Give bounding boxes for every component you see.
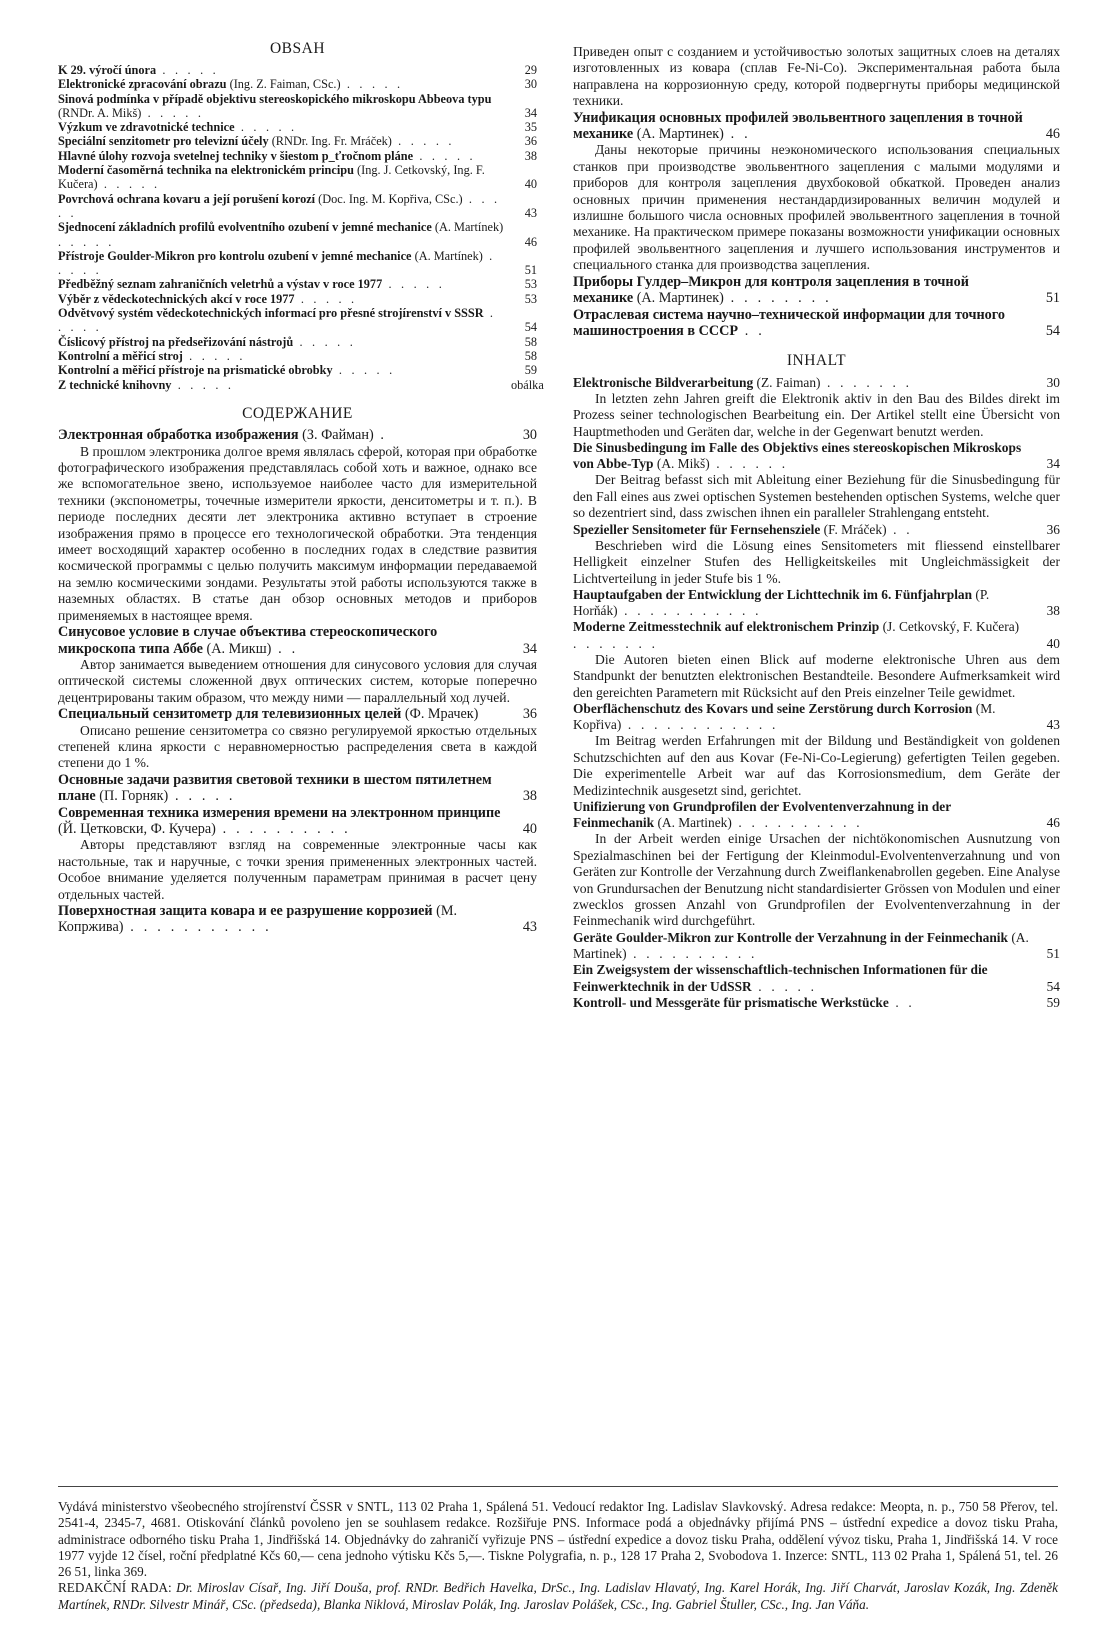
- entry-title: Moderní časoměrná technika na elektronickém principu: [58, 163, 354, 178]
- editorial-board-label: REDAKČNÍ RADA:: [58, 1580, 172, 1596]
- entry-page: 54: [1045, 322, 1060, 339]
- entry-page: 40: [524, 177, 537, 192]
- entry-title: Синусовое условие в случае объектива стереоскопического микроскопа типа Аббе: [58, 624, 438, 657]
- entry-page: 59: [1046, 994, 1060, 1010]
- czech-toc-list: [58, 63, 544, 392]
- entry-page: 43: [1046, 717, 1060, 733]
- entry-page: 34: [522, 640, 537, 657]
- entry-page: 30: [1046, 374, 1060, 390]
- entry-title: Povrchová ochrana kovaru a její porušení korozí: [58, 191, 316, 206]
- entry-title: Odvětvový systém vědeckotechnických informací pro přesné strojírenství v SSSR: [58, 306, 484, 321]
- entry-abstract: Авторы представляют взгляд на современные электронные часы как настольные, так и наручные, с точки зрения примененных электронных частей. Особое внимание уделяется полученным параметрам принимая в расчет цену отдельных частей.: [58, 837, 537, 902]
- entry-author: (A. Martínek): [434, 220, 504, 235]
- entry-title: Výběr z vědeckotechnických akcí v roce 1977: [58, 291, 295, 306]
- entry-title: Ein Zweigsystem der wissenschaftlich-technischen Informationen für die Feinwerktechnik in der UdSSR: [573, 962, 988, 994]
- entry-title: Moderne Zeitmesstechnik auf elektronischem Prinzip: [573, 619, 880, 635]
- toc-entry: Oberflächenschutz des Kovars und seine Zerstörung durch Korrosion (M. Kopřiva) . . . . . . . . . . . . 43: [573, 701, 1060, 733]
- entry-title: Elektronické zpracování obrazu: [58, 77, 227, 92]
- entry-title: Speciální senzitometr pro televizní účely: [58, 134, 269, 149]
- entry-author: (А. Микш): [206, 640, 272, 657]
- toc-entry: Hlavné úlohy rozvoja svetelnej techniky v šiestom p_ťročnom pláne . . . . . 38: [58, 148, 537, 163]
- entry-author: (J. Cetkovský, F. Kučera): [882, 619, 1020, 635]
- russian-toc-part2: [573, 44, 1060, 339]
- toc-entry: Современная техника измерения времени на электронном принципе (Й. Цетковски, Ф. Кучера) . . . . . . . . . . 40: [58, 804, 537, 837]
- entry-abstract: Der Beitrag befasst sich mit Ableitung einer Beziehung für die Sinusbedingung für den Fall eines aus zwei optischen Systemen bestehenden optischen Systems, welche quer so dezentriert sind, dass zwischen ihnen ein paralleler Strahlengang entsteht.: [573, 472, 1060, 521]
- entry-page: 59: [524, 363, 537, 378]
- entry-title: Geräte Goulder-Mikron zur Kontrolle der Verzahnung in der Feinmechanik: [573, 929, 1008, 945]
- entry-page: 46: [1046, 815, 1060, 831]
- entry-page: 51: [524, 263, 537, 278]
- russian-toc-heading: СОДЕРЖАНИЕ: [242, 404, 353, 422]
- czech-toc: [58, 40, 544, 392]
- entry-author: (Doc. Ing. M. Kopřiva, CSc.): [318, 191, 463, 206]
- entry-author: (A. Martinek): [657, 815, 732, 831]
- toc-entry: Geräte Goulder-Mikron zur Kontrolle der Verzahnung in der Feinmechanik (A. Martinek) . . . . . . . . . . 51: [573, 929, 1060, 962]
- entry-author: (P. Horňák): [573, 586, 990, 619]
- entry-title: Unifizierung von Grundprofilen der Evolventenverzahnung in der Feinmechanik: [573, 799, 951, 831]
- entry-abstract: Die Autoren bieten einen Blick auf moderne elektronische Uhren aus dem Standpunkt der benutzten elektronischen Bestandteile. Besondere Aufmerksamkeit wird den gereichten Parametern mit Rücksicht auf den Preis einzelner Teile gewidmet.: [573, 651, 1060, 700]
- entry-abstract: In letzten zehn Jahren greift die Elektronik aktiv in den Bau des Bildes direkt im Prozess seiner technologischen Bearbeitung ein. Der Artikel stellt eine Übersicht von Hauptmethoden und Geräten dar, welche in der Gegenwart benutzt werden.: [573, 390, 1060, 439]
- entry-author: (М. Копржива): [58, 903, 458, 936]
- toc-entry: Die Sinusbedingung im Falle des Objektivs eines stereoskopischen Mikroskops von Abbe-Typ (A. Mikš) . . . . . . 34: [573, 439, 1060, 472]
- entry-title: Spezieller Sensitometer für Fernsehensziele: [573, 521, 821, 537]
- german-toc-heading: INHALT: [786, 352, 847, 370]
- entry-abstract: Даны некоторые причины неэкономического использования специальных станков при производстве эвольвентного зацепления с малыми модулями и приборов для контроля зацепления двухбоковой обкаткой. Проведен анализ основных причин применения нестандардизированных величин модулей и излишне большого числа основных профилей эвольвентного зацепления в точной механике. На практическом примере показаны возможности унификации основных профилей эвольвентного зацепления и лучшего использования инструментов и специального станка для производства зацепления.: [573, 142, 1060, 273]
- toc-entry: Отраслевая система научно–технической информации для точного машиностроения в СССР . . 54: [573, 306, 1060, 339]
- entry-author: (M. Kopřiva): [573, 701, 996, 733]
- entry-author: (Ing. J. Cetkovský, Ing. F. Kučera): [58, 163, 485, 192]
- entry-page: 36: [1046, 521, 1060, 537]
- toc-entry: [58, 706, 537, 722]
- entry-page: 51: [1046, 946, 1060, 962]
- left-column: [58, 40, 544, 936]
- toc-entry: Sjednocení základních profilů evolventního ozubení v jemné mechanice (A. Martínek) . . . . . 46: [58, 220, 537, 249]
- entry-title: Sjednocení základních profilů evolventního ozubení v jemné mechanice: [58, 220, 432, 235]
- toc-entry: Hauptaufgaben der Entwicklung der Lichttechnik im 6. Fünfjahrplan (P. Horňák) . . . . . . . . . . . 38: [573, 586, 1060, 619]
- entry-title: Электронная обработка изображения: [58, 427, 299, 444]
- entry-page: 46: [524, 234, 537, 249]
- entry-title: Hauptaufgaben der Entwicklung der Lichttechnik im 6. Fünfjahrplan: [573, 586, 973, 602]
- entry-page: 53: [524, 277, 537, 292]
- toc-entry: Elektronické zpracování obrazu (Ing. Z. Faiman, CSc.) . . . . . 30: [58, 77, 537, 92]
- toc-entry: Výběr z vědeckotechnických akcí v roce 1977 . . . . . 53: [58, 291, 537, 306]
- entry-abstract: Beschrieben wird die Lösung eines Sensitometers mit fliessend einstellbarer Helligkeit einzelner Stufen des Helligkeitskeiles mit Ungleichmässigkeit der Lichtverteilung in jeder Stufe bis 1 %.: [573, 537, 1060, 586]
- entry-title: Поверхностная защита ковара и ее разрушение коррозией: [58, 903, 433, 920]
- toc-entry: Kontrolní a měřicí stroj . . . . . 58: [58, 348, 537, 363]
- editorial-board-members: Dr. Miroslav Císař, Ing. Jiří Douša, prof. RNDr. Bedřich Havelka, DrSc., Ing. Ladislav Hlavatý, Ing. Karel Horák, Ing. Jiří Charvát, Jaroslav Kozák, Ing. Zdeněk Martínek, RNDr. Silvestr Minář, CSc. (předseda), Blanka Niklová, Miroslav Polák, Ing. Jaroslav Polášek, CSc., Ing. Gabriel Štuller, CSc., Ing. Jan Váňa.: [58, 1580, 1058, 1612]
- entry-abstract: Im Beitrag werden Erfahrungen mit der Bildung und Beständigkeit von goldenen Schutzschichten auf den aus Kovar (Fe-Ni-Co-Legierung) gefertigten Teilen gegeben. Die experimentelle Arbeit war auf das Korrosionsmedium, dem Geräte der Medizintechnik ausgesetzt sind, gerichtet.: [573, 733, 1060, 798]
- entry-title: Hlavné úlohy rozvoja svetelnej techniky v šiestom p_ťročnom pláne: [58, 148, 414, 163]
- toc-entry: Speciální senzitometr pro televizní účely (RNDr. Ing. Fr. Mráček) . . . . . 36: [58, 134, 537, 149]
- entry-author: (А. Мартинек): [636, 126, 724, 143]
- entry-page: 36: [522, 706, 537, 723]
- entry-abstract: In der Arbeit werden einige Ursachen der nichtökonomischen Ausnutzung von Spezialmaschinen bei der Fertigung der Kleinmodul-Evolventenverzahnung und von Geräten zur Kontrolle der Verzahnung durch Zweiflankenabrollen gegeben. Eine Analyse von Grundursachen der Benutzung nicht standardisierter Grössen von Modulen und einer zwecklos grossen Anzahl von Grundprofilen der Evolventenverzahnung in der Feinmechanik wird durchgeführt.: [573, 831, 1060, 929]
- entry-title: Přístroje Goulder-Mikron pro kontrolu ozubení v jemné mechanice: [58, 248, 412, 263]
- entry-page: 35: [524, 120, 537, 135]
- toc-entry: Předběžný seznam zahraničních veletrhů a výstav v roce 1977 . . . . . 53: [58, 277, 537, 292]
- entry-title: Специальный сензитометр для телевизионных целей: [58, 706, 402, 723]
- entry-title: Z technické knihovny: [58, 377, 172, 392]
- toc-entry: Moderne Zeitmesstechnik auf elektronischem Prinzip (J. Cetkovský, F. Kučera) . . . . . . . 40: [573, 619, 1060, 651]
- toc-entry: Elektronische Bildverarbeitung (Z. Faiman) . . . . . . . 30: [573, 374, 1060, 390]
- entry-title: K 29. výročí února: [58, 63, 157, 77]
- entry-page: 34: [1046, 456, 1060, 472]
- german-toc: [573, 353, 1060, 1011]
- right-column: [573, 44, 1060, 1011]
- entry-page: 30: [524, 77, 537, 92]
- entry-page: 58: [524, 348, 537, 363]
- entry-title: Основные задачи развития световой техники в шестом пятилетнем плане: [58, 771, 492, 805]
- toc-entry: Электронная обработка изображения (З. Файман) . 30: [58, 427, 537, 444]
- toc-entry: Унификация основных профилей эвольвентного зацепления в точной механике (А. Мартинек) . . 46: [573, 109, 1060, 143]
- entry-abstract: Приведен опыт с созданием и устойчивостью золотых защитных слоев на деталях изготовленных из ковара (сплав Fe-Ni-Co). Экспериментальная работа была направлена на коррозионную среду, которой подвергнуты приборы медицинской техники.: [573, 44, 1060, 109]
- entry-abstract: Описано решение сензитометра со связно регулируемой яркостью отдельных степеней клина яркости с неравномерностью распределения света в каждой степени до 1 %.: [58, 722, 537, 771]
- entry-title: Sinová podmínka v případě objektivu stereoskopického mikroskopu Abbeova typu: [58, 91, 492, 106]
- entry-author: (RNDr. Ing. Fr. Mráček): [271, 134, 392, 149]
- entry-page: 40: [522, 820, 537, 837]
- entry-title: Kontroll- und Messgeräte für prismatische Werkstücke: [573, 994, 889, 1010]
- entry-page: 40: [1046, 635, 1060, 651]
- entry-page: 43: [522, 919, 537, 936]
- toc-entry: Поверхностная защита ковара и ее разрушение коррозией (М. Копржива) . . . . . . . . . . . 43: [58, 903, 537, 936]
- entry-page: 51: [1045, 290, 1060, 307]
- entry-page: 43: [524, 205, 537, 220]
- entry-page: 36: [524, 134, 537, 149]
- toc-entry: Povrchová ochrana kovaru a její porušení korozí (Doc. Ing. M. Kopřiva, CSc.) . . . . . 43: [58, 191, 537, 220]
- toc-entry: Приборы Гулдер–Микрон для контроля зацепления в точной механике (А. Мартинек) . . . . . . . . 51: [573, 273, 1060, 307]
- entry-title: Předběžný seznam zahraničních veletrhů a výstav v roce 1977: [58, 277, 383, 292]
- entry-page: 34: [524, 105, 537, 120]
- toc-entry: Moderní časoměrná technika na elektronickém principu (Ing. J. Cetkovský, Ing. F. Kučera) . . . . . 40: [58, 163, 537, 192]
- entry-author: (RNDr. A. Mikš): [58, 105, 142, 120]
- toc-entry: Přístroje Goulder-Mikron pro kontrolu ozubení v jemné mechanice (A. Martínek) . . . . . 51: [58, 248, 537, 278]
- entry-page: 38: [522, 788, 537, 805]
- editorial-board: [58, 1580, 1058, 1613]
- entry-abstract: Автор занимается выведением отношения для синусового условия для случая оптической системы сложенной двух оптических систем, которые поперечно децентрированы таким образом, что между ними — параллельный ход лучей.: [58, 656, 537, 705]
- entry-author: (З. Файман): [302, 427, 374, 444]
- entry-page: 53: [524, 291, 537, 306]
- toc-entry: Kontroll- und Messgeräte für prismatische Werkstücke . . 59: [573, 994, 1060, 1010]
- toc-entry: Výzkum ve zdravotnické technice . . . . . 35: [58, 120, 537, 135]
- entry-author: (Й. Цетковски, Ф. Кучера): [58, 820, 216, 837]
- entry-title: Oberflächenschutz des Kovars und seine Zerstörung durch Korrosion: [573, 701, 973, 717]
- toc-entry: Unifizierung von Grundprofilen der Evolventenverzahnung in der Feinmechanik (A. Martinek) . . . . . . . . . . 46: [573, 799, 1060, 831]
- czech-toc-heading: OBSAH: [269, 40, 326, 57]
- entry-page: 38: [524, 148, 537, 163]
- entry-author: (А. Мартинек): [636, 290, 724, 307]
- entry-author: (F. Mráček): [823, 521, 887, 537]
- entry-author: (A. Mikš): [656, 456, 710, 472]
- entry-author: (Ing. Z. Faiman, CSc.): [229, 77, 341, 92]
- entry-author: (A. Martinek): [573, 929, 1029, 962]
- toc-entry: Z technické knihovny . . . . . obálka: [58, 377, 544, 392]
- entry-page: obálka: [511, 377, 544, 392]
- entry-title: Приборы Гулдер–Микрон для контроля зацепления в точной механике: [573, 273, 969, 307]
- toc-entry: Синусовое условие в случае объектива стереоскопического микроскопа типа Аббе (А. Микш) . . 34: [58, 624, 537, 657]
- entry-author: (Z. Faiman): [756, 374, 821, 390]
- entry-page: 54: [1046, 978, 1060, 994]
- toc-entry: Ein Zweigsystem der wissenschaftlich-technischen Informationen für die Feinwerktechnik in der UdSSR . . . . . 54: [573, 962, 1060, 994]
- entry-page: 46: [1045, 126, 1060, 143]
- toc-entry: Sinová podmínka v případě objektivu stereoskopického mikroskopu Abbeova typu (RNDr. A. Mikš) . . . . . 34: [58, 91, 537, 120]
- entry-author: (A. Martínek): [414, 248, 483, 263]
- entry-abstract: В прошлом электроника долгое время являлась сферой, которая при обработке фотографического изображения представлялась собой хоть и важное, однако все же вспомогательное звено, используемое наиболее часто для измерительной техники (экспонометры, точечные измерители яркости, денситометры и т. п.). В периоде последних десяти лет электроника активно вступает в строение изображения прямо в процессе его технологической обработки. Эта тенденция имеет восходящий характер особенно в последних годах в следствие развития космической программы с целью получить максимум информации передаваемой на землю космическими зондами. Результаты этой работы используются также в наземных областях. В статье дан обзор основных методов и приборов применяемых в настоящее время.: [58, 443, 537, 623]
- toc-entry: Číslicový přístroj na předseřizování nástrojů . . . . . 58: [58, 334, 537, 349]
- entry-title: Výzkum ve zdravotnické technice: [58, 120, 235, 135]
- entry-page: 38: [1046, 603, 1060, 619]
- publisher-info: Vydává ministerstvo všeobecného strojírenství ČSSR v SNTL, 113 02 Praha 1, Spálená 51. Vedoucí redaktor Ing. Ladislav Slavkovský. Adresa redakce: Meopta, n. p., 750 58 Přerov, tel. 2541-4, 2345-7, 4681. Otiskování článků povoleno jen se souhlasem redakce. Rozšiřuje PNS. Informace podá a objednávky přijímá PNS – ústřední expedice a dovoz tisku Praha, administrace odborného tisku Praha 1, Jindřišská 14. Objednávky do zahraničí vyřizuje PNS – ústřední expedice a dovoz tisku Praha, oddělení vývoz tisku, Praha 1, Jindřišská 14. V roce 1977 vyjde 12 čísel, roční předplatné Kčs 60,— cena jednoho výtisku Kčs 5,—. Tiskne Polygrafia, n. p., 128 17 Praha 2, Svobodova 1. Inzerce: SNTL, 113 02 Praha 1, Spálená 51, tel. 26 26 51, linka 369.: [58, 1499, 1058, 1580]
- toc-entry: Odvětvový systém vědeckotechnických informací pro přesné strojírenství v SSSR . . . . . 54: [58, 306, 537, 335]
- entry-title: Kontrolní a měřicí stroj: [58, 348, 183, 363]
- entry-page: 30: [522, 427, 537, 444]
- entry-title: Kontrolní a měřicí přístroje na prismatické obrobky: [58, 363, 333, 378]
- footer-divider: [58, 1486, 1058, 1487]
- entry-title: Отраслевая система научно–технической информации для точного машиностроения в СССР: [573, 306, 1005, 339]
- entry-page: 54: [524, 320, 537, 335]
- entry-page: 58: [524, 334, 537, 349]
- entry-page: 29: [524, 63, 537, 77]
- entry-title: Elektronische Bildverarbeitung: [573, 374, 754, 390]
- entry-author: (Ф. Мрачек): [404, 706, 479, 723]
- toc-entry: Основные задачи развития световой техники в шестом пятилетнем плане (П. Горняк) . . . . . 38: [58, 771, 537, 805]
- imprint-footer: [58, 1499, 1058, 1613]
- russian-toc-part1: [58, 406, 537, 936]
- entry-title: Die Sinusbedingung im Falle des Objektivs eines stereoskopischen Mikroskops von Abbe-Typ: [573, 439, 1022, 472]
- entry-title: Číslicový přístroj na předseřizování nástrojů: [58, 334, 294, 349]
- toc-entry: Spezieller Sensitometer für Fernsehensziele (F. Mráček) . . 36: [573, 521, 1060, 537]
- toc-entry: K 29. výročí února . . . . . 29: [58, 63, 537, 77]
- entry-title: Унификация основных профилей эвольвентного зацепления в точной механике: [573, 109, 1023, 143]
- entry-title: Современная техника измерения времени на электронном принципе: [58, 804, 501, 821]
- toc-entry: Kontrolní a měřicí přístroje na prismatické obrobky . . . . . 59: [58, 363, 537, 378]
- entry-author: (П. Горняк): [99, 788, 169, 805]
